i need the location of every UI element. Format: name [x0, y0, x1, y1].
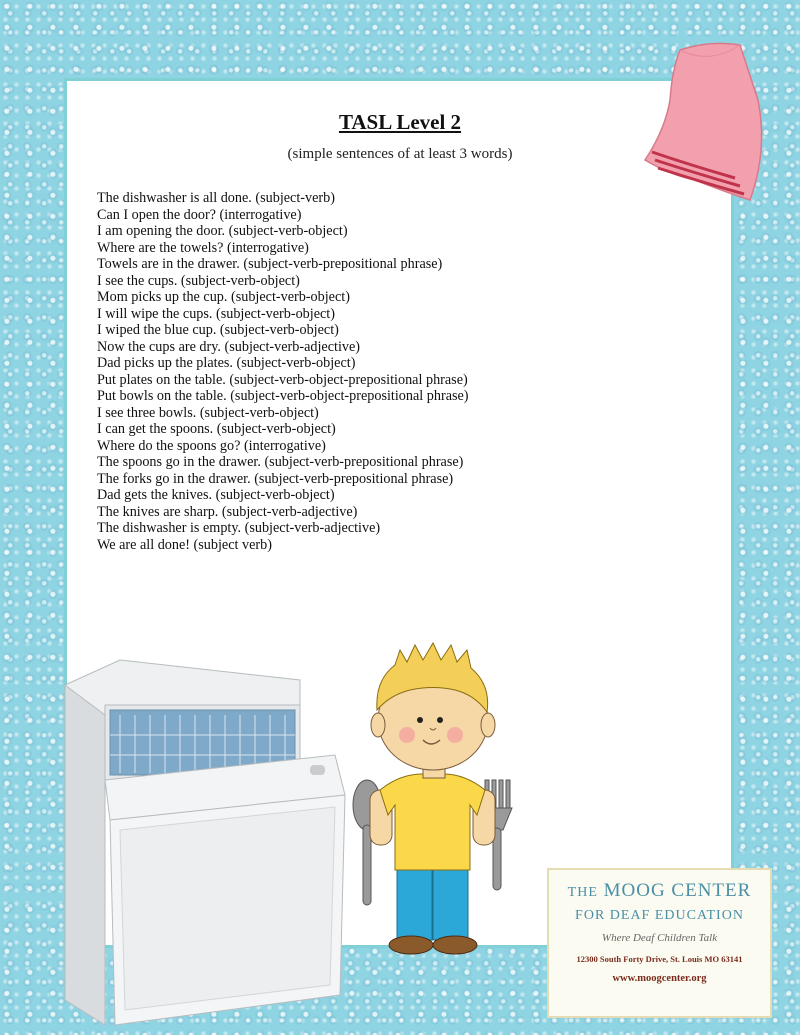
sentence: Now the cups are dry. (subject-verb-adjective) [97, 338, 361, 355]
logo-website[interactable]: www.moogcenter.org [612, 973, 707, 984]
sentence: I see the cups. (subject-verb-object) [97, 272, 300, 289]
sentence: Can I open the door? (interrogative) [97, 206, 302, 223]
sentence: Dad picks up the plates. (subject-verb-object) [97, 355, 356, 371]
sentence: We are all done! (subject verb) [97, 536, 272, 553]
sentence: I can get the spoons. (subject-verb-object) [97, 421, 336, 437]
sentence: Put plates on the table. (subject-verb-object-prepositional phrase) [97, 371, 468, 388]
sentence-list [97, 190, 469, 553]
sentence: Put bowls on the table. (subject-verb-object-prepositional phrase) [97, 388, 469, 404]
logo-tagline: Where Deaf Children Talk [601, 932, 718, 944]
towel-illustration [640, 40, 770, 210]
sentence: Towels are in the drawer. (subject-verb-prepositional phrase) [97, 256, 443, 272]
sentence: Dad gets the knives. (subject-verb-object) [97, 487, 335, 503]
sentence: Where do the spoons go? (interrogative) [97, 437, 326, 454]
sentence: I will wipe the cups. (subject-verb-object) [97, 305, 335, 322]
page-title: TASL Level 2 [338, 110, 462, 134]
logo-name: THE MOOG CENTER [567, 880, 752, 901]
sentence: Mom picks up the cup. (subject-verb-object) [97, 289, 350, 305]
sentence: I wiped the blue cup. (subject-verb-object) [97, 322, 339, 338]
sentence: The dishwasher is empty. (subject-verb-adjective) [97, 520, 381, 536]
sentence: Where are the towels? (interrogative) [97, 239, 309, 256]
logo-address: 12300 South Forty Drive, St. Louis MO 63141 [576, 954, 743, 964]
sentence: The knives are sharp. (subject-verb-adjective) [97, 503, 358, 520]
sentence: The spoons go in the drawer. (subject-verb-prepositional phrase) [97, 454, 464, 470]
logo-subtitle: FOR DEAF EDUCATION [575, 908, 744, 923]
dishwasher-illustration [60, 655, 350, 1030]
sentence: The dishwasher is all done. (subject-verb) [97, 190, 335, 206]
moog-center-logo [547, 868, 772, 1018]
sentence: I see three bowls. (subject-verb-object) [97, 404, 319, 421]
sentence: The forks go in the drawer. (subject-verb-prepositional phrase) [97, 470, 454, 487]
sentence: I am opening the door. (subject-verb-object) [97, 223, 348, 239]
boy-illustration [345, 640, 530, 960]
page-subtitle: (simple sentences of at least 3 words) [287, 146, 513, 162]
